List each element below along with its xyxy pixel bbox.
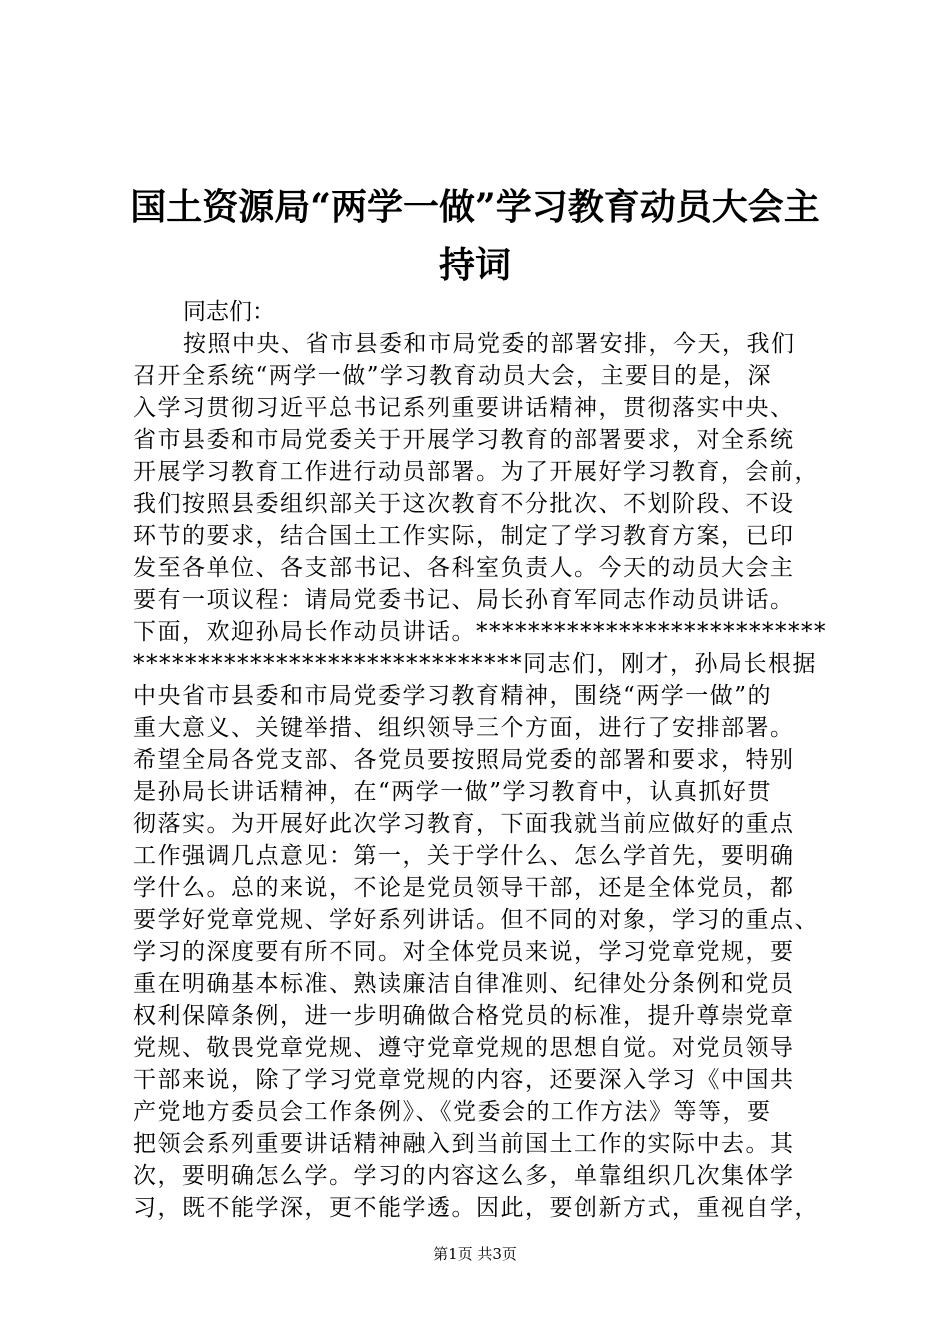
title-line-1: 国土资源局“两学一做”学习教育动员大会主 (130, 186, 820, 228)
body-line: 中央省市县委和市局党委学习教育精神，围绕“两学一做”的 (133, 683, 773, 709)
page-footer (0, 1244, 950, 1264)
body-line: 省市县委和市局党委关于开展学习教育的部署要求，对全系统 (133, 427, 795, 453)
body-line: 彻落实。为开展好此次学习教育，下面我就当前应做好的重点 (133, 811, 795, 837)
body-paragraph (133, 328, 833, 1224)
body-line: 工作强调几点意见：第一，关于学什么、怎么学首先，要明确 (133, 843, 795, 869)
body-line: 要学好党章党规、学好系列讲话。但不同的对象，学习的重点、 (133, 907, 819, 933)
page-number: 第1页 共3页 (433, 1245, 517, 1263)
body-line: 我们按照县委组织部关于这次教育不分批次、不划阶段、不设 (133, 491, 795, 517)
body-line: 习，既不能学深，更不能学透。因此，要创新方式，重视自学， (133, 1195, 819, 1221)
body-line: 发至各单位、各支部书记、各科室负责人。今天的动员大会主 (133, 555, 795, 581)
body-line: 要有一项议程：请局党委书记、局长孙育军同志作动员讲话。 (133, 587, 795, 613)
title-line-2: 持词 (438, 244, 511, 286)
body-line: 干部来说，除了学习党章党规的内容，还要深入学习《中国共 (133, 1067, 795, 1093)
document-title (100, 178, 850, 294)
body-line: 次，要明确怎么学。学习的内容这么多，单靠组织几次集体学 (133, 1163, 795, 1189)
body-line: ******************************同志们，刚才，孙局长根据 (133, 651, 817, 677)
body-line: 党规、敬畏党章党规、遵守党章党规的思想自觉。对党员领导 (133, 1035, 795, 1061)
salutation: 同志们： (183, 299, 275, 325)
body-line: 权利保障条例，进一步明确做合格党员的标准，提升尊崇党章 (133, 1003, 795, 1029)
body-line: 重大意义、关键举措、组织领导三个方面，进行了安排部署。 (133, 715, 795, 741)
body-line: 召开全系统“两学一做”学习教育动员大会，主要目的是，深 (133, 363, 773, 389)
body-line: 开展学习教育工作进行动员部署。为了开展好学习教育，会前， (133, 459, 819, 485)
body-line: 按照中央、省市县委和市局党委的部署安排，今天，我们 (183, 331, 796, 357)
body-line: 学习的深度要有所不同。对全体党员来说，学习党章党规，要 (133, 939, 795, 965)
body-line: 把领会系列重要讲话精神融入到当前国土工作的实际中去。其 (133, 1131, 795, 1157)
body-line: 希望全局各党支部、各党员要按照局党委的部署和要求，特别 (133, 747, 795, 773)
body-line: 入学习贯彻习近平总书记系列重要讲话精神，贯彻落实中央、 (133, 395, 795, 421)
body-line: 重在明确基本标准、熟读廉洁自律准则、纪律处分条例和党员 (133, 971, 795, 997)
document-body (133, 296, 833, 1224)
body-line: 是孙局长讲话精神，在“两学一做”学习教育中，认真抓好贯 (133, 779, 773, 805)
body-line: 下面，欢迎孙局长作动员讲话。*************************** (133, 619, 827, 645)
body-line: 学什么。总的来说，不论是党员领导干部，还是全体党员，都 (133, 875, 795, 901)
body-line: 产党地方委员会工作条例》、《党委会的工作方法》等等，要 (133, 1099, 772, 1125)
body-line: 环节的要求，结合国土工作实际，制定了学习教育方案，已印 (133, 523, 795, 549)
